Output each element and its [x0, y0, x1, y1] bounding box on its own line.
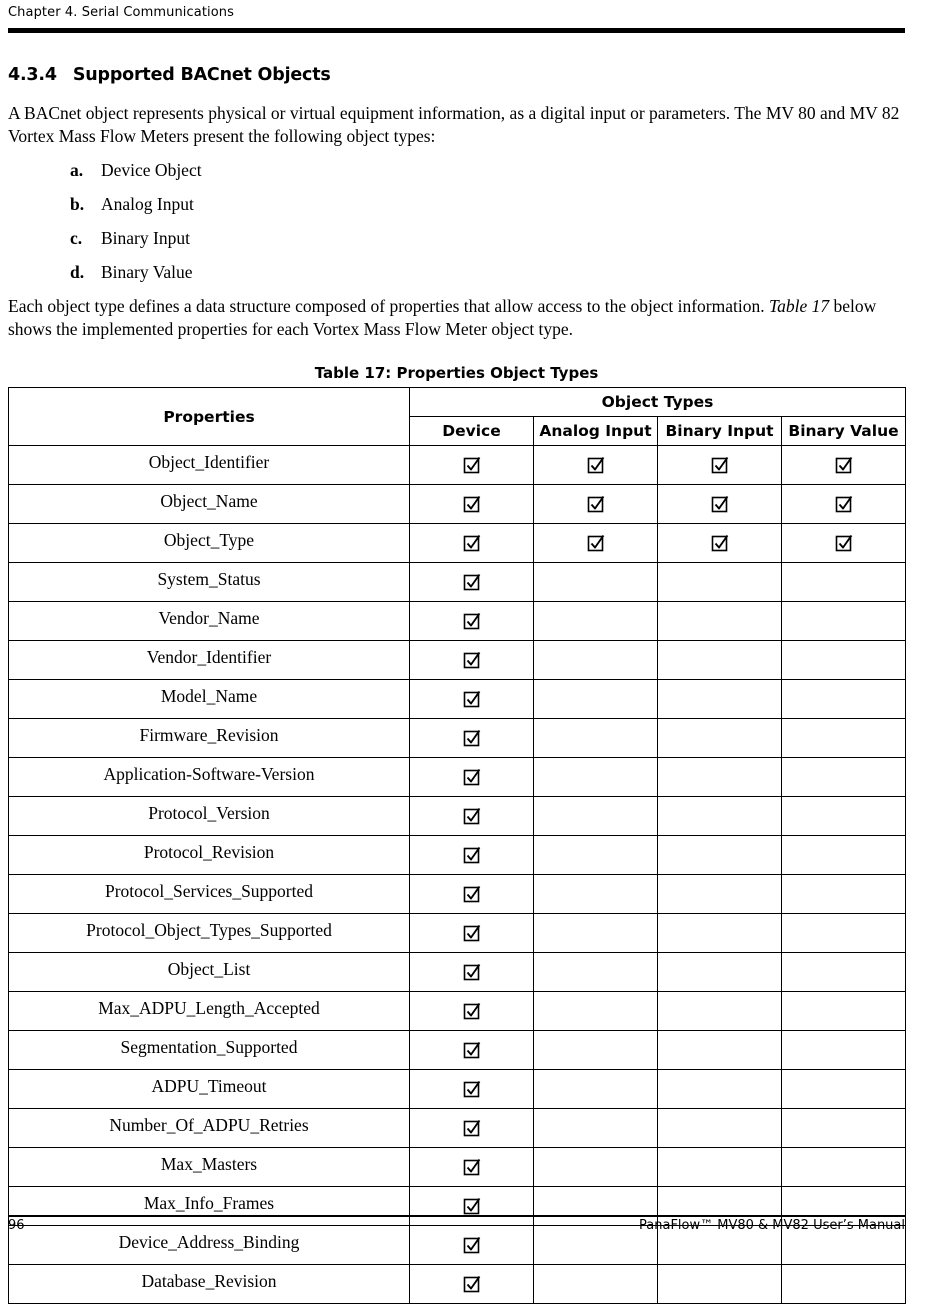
- property-name-cell: Protocol_Object_Types_Supported: [9, 914, 410, 953]
- checked-box-icon: [463, 729, 481, 747]
- property-name-cell: Vendor_Name: [9, 602, 410, 641]
- cell-analog-input: [534, 797, 658, 836]
- cell-binary-value: [782, 524, 906, 563]
- checked-box-icon: [463, 534, 481, 552]
- cell-device: [410, 1187, 534, 1226]
- checked-box-icon: [835, 495, 853, 513]
- property-name-cell: ADPU_Timeout: [9, 1070, 410, 1109]
- checked-box-icon: [711, 534, 729, 552]
- property-name-cell: Max_Masters: [9, 1148, 410, 1187]
- checked-box-icon: [463, 456, 481, 474]
- list-text: Binary Input: [101, 228, 190, 248]
- cell-binary-input: [658, 1070, 782, 1109]
- list-item: [70, 260, 202, 294]
- cell-binary-value: [782, 836, 906, 875]
- cell-device: [410, 914, 534, 953]
- object-types-header: Object Types: [410, 388, 906, 417]
- checked-box-icon: [463, 1236, 481, 1254]
- table-row: [9, 1265, 906, 1304]
- cell-binary-value: [782, 1148, 906, 1187]
- property-name-cell: Object_Identifier: [9, 446, 410, 485]
- cell-analog-input: [534, 914, 658, 953]
- cell-binary-input: [658, 1109, 782, 1148]
- cell-device: [410, 524, 534, 563]
- footer-rule: [8, 1215, 905, 1217]
- cell-binary-input: [658, 524, 782, 563]
- checked-box-icon: [835, 456, 853, 474]
- list-letter: c.: [70, 228, 83, 248]
- table-reference: Table 17: [768, 296, 830, 316]
- checked-box-icon: [463, 1197, 481, 1215]
- property-name-cell: Object_List: [9, 953, 410, 992]
- cell-binary-input: [658, 1148, 782, 1187]
- checked-box-icon: [463, 1158, 481, 1176]
- table-row: [9, 758, 906, 797]
- list-item: [70, 226, 202, 260]
- checked-box-icon: [835, 534, 853, 552]
- cell-binary-value: [782, 446, 906, 485]
- list-text: Analog Input: [101, 194, 194, 214]
- cell-binary-value: [782, 953, 906, 992]
- cell-device: [410, 797, 534, 836]
- cell-binary-value: [782, 992, 906, 1031]
- cell-binary-input: [658, 485, 782, 524]
- header-rule: [8, 28, 905, 33]
- cell-analog-input: [534, 1109, 658, 1148]
- section-title: Supported BACnet Objects: [72, 65, 331, 85]
- checked-box-icon: [463, 1275, 481, 1293]
- table-row: [9, 953, 906, 992]
- table-row: [9, 797, 906, 836]
- cell-device: [410, 1265, 534, 1304]
- cell-analog-input: [534, 485, 658, 524]
- cell-binary-input: [658, 602, 782, 641]
- checked-box-icon: [463, 768, 481, 786]
- cell-device: [410, 1109, 534, 1148]
- cell-analog-input: [534, 1070, 658, 1109]
- cell-device: [410, 1226, 534, 1265]
- cell-device: [410, 446, 534, 485]
- checked-box-icon: [711, 456, 729, 474]
- property-name-cell: Protocol_Services_Supported: [9, 875, 410, 914]
- table-row: [9, 1148, 906, 1187]
- para-text: below shows the implemented properties for each Vortex Mass Flow Meter object type.: [8, 296, 877, 339]
- property-name-cell: Protocol_Version: [9, 797, 410, 836]
- column-header-device: Device: [410, 417, 534, 446]
- cell-analog-input: [534, 602, 658, 641]
- property-name-cell: Max_Info_Frames: [9, 1187, 410, 1226]
- property-name-cell: Protocol_Revision: [9, 836, 410, 875]
- table-row: [9, 719, 906, 758]
- cell-device: [410, 563, 534, 602]
- cell-binary-input: [658, 953, 782, 992]
- table-body: [9, 446, 906, 1304]
- cell-binary-value: [782, 719, 906, 758]
- table-row: [9, 602, 906, 641]
- cell-analog-input: [534, 1265, 658, 1304]
- checked-box-icon: [587, 456, 605, 474]
- cell-binary-value: [782, 602, 906, 641]
- list-letter: d.: [70, 262, 85, 282]
- cell-device: [410, 953, 534, 992]
- cell-analog-input: [534, 641, 658, 680]
- cell-device: [410, 602, 534, 641]
- checked-box-icon: [711, 495, 729, 513]
- cell-binary-value: [782, 485, 906, 524]
- properties-header: Properties: [9, 388, 410, 446]
- cell-binary-value: [782, 1031, 906, 1070]
- checked-box-icon: [463, 495, 481, 513]
- table-row: [9, 914, 906, 953]
- table-row: [9, 875, 906, 914]
- list-text: Device Object: [101, 160, 202, 180]
- table-row: [9, 836, 906, 875]
- cell-binary-value: [782, 875, 906, 914]
- cell-analog-input: [534, 446, 658, 485]
- property-name-cell: Model_Name: [9, 680, 410, 719]
- cell-binary-input: [658, 680, 782, 719]
- checked-box-icon: [463, 963, 481, 981]
- cell-binary-input: [658, 641, 782, 680]
- cell-binary-value: [782, 1070, 906, 1109]
- property-name-cell: Object_Name: [9, 485, 410, 524]
- cell-analog-input: [534, 1148, 658, 1187]
- property-name-cell: Application-Software-Version: [9, 758, 410, 797]
- cell-binary-value: [782, 563, 906, 602]
- cell-binary-input: [658, 1265, 782, 1304]
- cell-binary-value: [782, 641, 906, 680]
- cell-analog-input: [534, 758, 658, 797]
- checked-box-icon: [463, 612, 481, 630]
- cell-binary-value: [782, 1265, 906, 1304]
- column-header-binary-value: Binary Value: [782, 417, 906, 446]
- table-caption: Table 17: Properties Object Types: [314, 364, 599, 382]
- list-letter: b.: [70, 194, 85, 214]
- cell-device: [410, 836, 534, 875]
- cell-analog-input: [534, 563, 658, 602]
- table-row: [9, 680, 906, 719]
- manual-title: PanaFlow™ MV80 & MV82 User’s Manual: [639, 1218, 905, 1233]
- table-intro-paragraph: [8, 295, 905, 341]
- property-name-cell: Segmentation_Supported: [9, 1031, 410, 1070]
- property-name-cell: Firmware_Revision: [9, 719, 410, 758]
- column-header-binary-input: Binary Input: [658, 417, 782, 446]
- cell-analog-input: [534, 953, 658, 992]
- checked-box-icon: [463, 846, 481, 864]
- checked-box-icon: [463, 924, 481, 942]
- table-row: [9, 992, 906, 1031]
- table-row: [9, 641, 906, 680]
- section-number: 4.3.4: [8, 65, 57, 85]
- table-row: [9, 524, 906, 563]
- property-name-cell: System_Status: [9, 563, 410, 602]
- cell-device: [410, 719, 534, 758]
- cell-binary-value: [782, 1109, 906, 1148]
- cell-device: [410, 758, 534, 797]
- cell-binary-value: [782, 797, 906, 836]
- checked-box-icon: [463, 1041, 481, 1059]
- cell-analog-input: [534, 680, 658, 719]
- cell-binary-input: [658, 836, 782, 875]
- table-row: [9, 1031, 906, 1070]
- table-row: [9, 1109, 906, 1148]
- checked-box-icon: [463, 690, 481, 708]
- checked-box-icon: [463, 1080, 481, 1098]
- cell-binary-input: [658, 797, 782, 836]
- property-name-cell: Object_Type: [9, 524, 410, 563]
- list-item: [70, 158, 202, 192]
- cell-binary-input: [658, 563, 782, 602]
- property-name-cell: Database_Revision: [9, 1265, 410, 1304]
- properties-table: [8, 387, 906, 1304]
- chapter-header: Chapter 4. Serial Communications: [8, 5, 234, 20]
- checked-box-icon: [587, 495, 605, 513]
- cell-analog-input: [534, 992, 658, 1031]
- cell-binary-input: [658, 1031, 782, 1070]
- cell-binary-input: [658, 992, 782, 1031]
- checked-box-icon: [463, 651, 481, 669]
- cell-binary-input: [658, 758, 782, 797]
- cell-device: [410, 1148, 534, 1187]
- list-text: Binary Value: [101, 262, 193, 282]
- para-text: Each object type defines a data structure composed of properties that allow access to the object information.: [8, 296, 769, 316]
- cell-binary-input: [658, 446, 782, 485]
- cell-analog-input: [534, 719, 658, 758]
- list-letter: a.: [70, 160, 84, 180]
- checked-box-icon: [587, 534, 605, 552]
- cell-binary-input: [658, 719, 782, 758]
- table-row: [9, 446, 906, 485]
- property-name-cell: Device_Address_Binding: [9, 1226, 410, 1265]
- cell-device: [410, 680, 534, 719]
- table-row: [9, 563, 906, 602]
- cell-binary-value: [782, 914, 906, 953]
- cell-binary-value: [782, 758, 906, 797]
- object-type-list: [70, 158, 202, 294]
- list-item: [70, 192, 202, 226]
- cell-device: [410, 992, 534, 1031]
- cell-binary-input: [658, 914, 782, 953]
- cell-analog-input: [534, 836, 658, 875]
- section-heading: [8, 65, 331, 85]
- checked-box-icon: [463, 885, 481, 903]
- page-number: 96: [8, 1218, 25, 1233]
- cell-device: [410, 1031, 534, 1070]
- property-name-cell: Number_Of_ADPU_Retries: [9, 1109, 410, 1148]
- cell-analog-input: [534, 875, 658, 914]
- cell-device: [410, 1070, 534, 1109]
- checked-box-icon: [463, 1002, 481, 1020]
- intro-paragraph: A BACnet object represents physical or virtual equipment information, as a digital input or parameters. The MV 80 and MV 82 Vortex Mass Flow Meters present the following object types:: [8, 103, 900, 146]
- cell-analog-input: [534, 524, 658, 563]
- column-header-analog-input: Analog Input: [534, 417, 658, 446]
- manual-page: [8, 0, 905, 1291]
- cell-analog-input: [534, 1031, 658, 1070]
- checked-box-icon: [463, 1119, 481, 1137]
- table-row: [9, 485, 906, 524]
- cell-device: [410, 875, 534, 914]
- cell-binary-value: [782, 680, 906, 719]
- checked-box-icon: [463, 573, 481, 591]
- cell-device: [410, 641, 534, 680]
- property-name-cell: Max_ADPU_Length_Accepted: [9, 992, 410, 1031]
- cell-device: [410, 485, 534, 524]
- checked-box-icon: [463, 807, 481, 825]
- property-name-cell: Vendor_Identifier: [9, 641, 410, 680]
- cell-binary-input: [658, 875, 782, 914]
- table-row: [9, 1070, 906, 1109]
